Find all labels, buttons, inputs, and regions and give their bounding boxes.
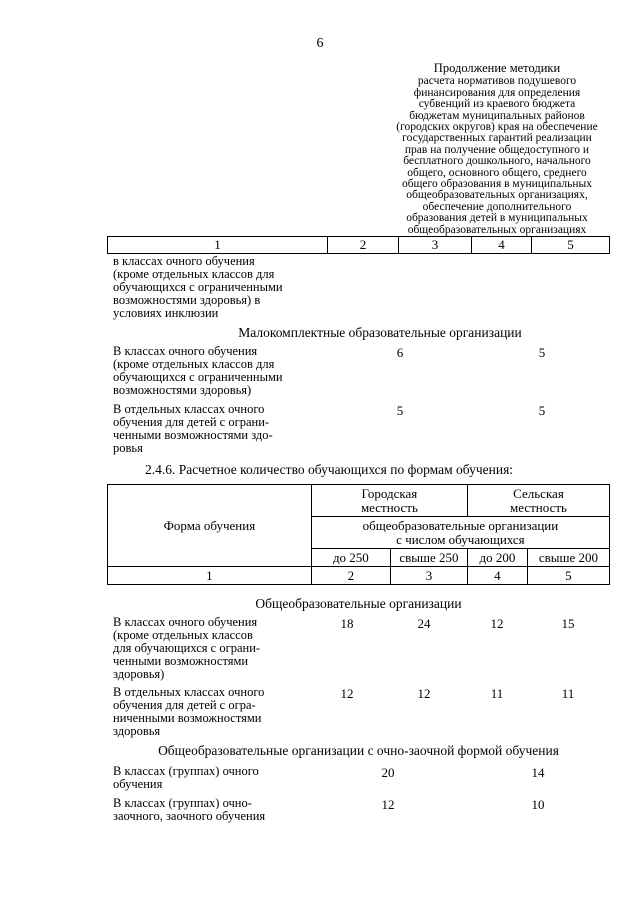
label-line: В классах (группах) очно- bbox=[113, 796, 252, 810]
section-heading-part-time-schools: Общеобразовательные организации с очно-заочной формой обучения bbox=[158, 743, 559, 758]
header-line: обеспечение дополнительного bbox=[422, 200, 572, 213]
urban-header-line: Городская bbox=[361, 485, 418, 501]
label-line: В отдельных классах очного bbox=[113, 685, 265, 699]
label-line: ченными возможностями bbox=[113, 654, 249, 668]
sub-header: до 200 bbox=[467, 549, 527, 567]
label-line: для обучающихся с ограни- bbox=[113, 641, 261, 655]
col-number: 5 bbox=[532, 237, 610, 254]
table2-value: 12 bbox=[490, 616, 504, 631]
col-number: 5 bbox=[527, 567, 609, 585]
col-number: 2 bbox=[311, 567, 390, 585]
label-line: здоровья) bbox=[113, 667, 165, 681]
orgs-header-line: с числом обучающихся bbox=[396, 531, 525, 547]
table2-value: 24 bbox=[417, 616, 431, 631]
table2-urban-value: 20 bbox=[381, 765, 395, 780]
table2-row-label bbox=[113, 686, 313, 738]
rural-header-line: местность bbox=[510, 499, 567, 515]
label-line: (кроме отдельных классов bbox=[113, 628, 253, 642]
label-line: обучающихся с ограниченными bbox=[113, 370, 283, 384]
table1-continued-row-label bbox=[113, 255, 328, 320]
label-line: В классах очного обучения bbox=[113, 344, 258, 358]
document-header bbox=[378, 63, 616, 236]
sub-header: до 250 bbox=[311, 549, 390, 567]
col-number: 1 bbox=[108, 237, 328, 254]
table2-header bbox=[107, 484, 610, 585]
table2-value: 15 bbox=[561, 616, 575, 631]
table1-number-row bbox=[107, 236, 610, 254]
sub-header: свыше 250 bbox=[390, 549, 467, 567]
page-number: 6 bbox=[316, 36, 324, 51]
section-heading-general-schools: Общеобразовательные организации bbox=[255, 596, 462, 611]
header-line: расчета нормативов подушевого bbox=[417, 75, 577, 88]
orgs-header bbox=[311, 517, 609, 549]
header-line: государственных гарантий реализации bbox=[402, 132, 592, 145]
label-line: обучающихся с ограниченными bbox=[113, 280, 283, 294]
urban-header-line: местность bbox=[360, 499, 418, 515]
table2-row-label bbox=[113, 797, 313, 823]
urban-header bbox=[311, 485, 467, 517]
label-line: В классах очного обучения bbox=[113, 615, 258, 629]
label-line: обучения для детей с огра- bbox=[113, 698, 256, 712]
header-line: образования детей в муниципальных bbox=[406, 212, 588, 225]
clause-2-4-6: 2.4.6. Расчетное количество обучающихся по формам обучения: bbox=[145, 462, 514, 477]
label-line: В отдельных классах очного bbox=[113, 402, 265, 416]
table1-row-label bbox=[113, 403, 328, 455]
orgs-header-line: общеобразовательные организации bbox=[362, 517, 559, 533]
label-line: заочного, заочного обучения bbox=[113, 809, 266, 823]
label-line: ровья bbox=[113, 441, 143, 455]
sub-header: свыше 200 bbox=[527, 549, 609, 567]
header-line: бюджетам муниципальных районов bbox=[409, 109, 585, 122]
col-number: 4 bbox=[472, 237, 532, 254]
header-line: общего образования в муниципальных bbox=[401, 178, 593, 191]
label-line: (кроме отдельных классов для bbox=[113, 267, 275, 281]
table2-rural-value: 10 bbox=[531, 797, 545, 812]
header-line: прав на получение общедоступного и bbox=[404, 143, 590, 156]
header-line: общего, основного общего, среднего bbox=[407, 166, 587, 179]
header-line: субвенций из краевого бюджета bbox=[418, 98, 576, 111]
label-line: возможностями здоровья) в bbox=[113, 293, 261, 307]
header-line: бесплатного дошкольного, начального bbox=[403, 155, 591, 168]
label-line: обучения bbox=[113, 777, 163, 791]
table1-row-label bbox=[113, 345, 328, 397]
rural-header-line: Сельская bbox=[513, 485, 564, 501]
rural-header bbox=[467, 485, 609, 517]
label-line: условиях инклюзии bbox=[113, 306, 219, 320]
label-line: обучения для детей с ограни- bbox=[113, 415, 270, 429]
col-number: 1 bbox=[108, 567, 312, 585]
table1-rural-value: 5 bbox=[538, 403, 546, 418]
table1-urban-value: 6 bbox=[396, 345, 404, 360]
label-line: возможностями здоровья) bbox=[113, 383, 252, 397]
header-line: общеобразовательных организациях, bbox=[406, 189, 588, 202]
col-number: 3 bbox=[390, 567, 467, 585]
header-line: финансирования для определения bbox=[413, 86, 581, 99]
label-line: здоровья bbox=[113, 724, 161, 738]
label-line: в классах очного обучения bbox=[113, 254, 255, 268]
header-line: общеобразовательных организациях bbox=[407, 223, 587, 236]
table2-value: 12 bbox=[417, 686, 431, 701]
table2-row-label bbox=[113, 765, 313, 791]
table2-value: 12 bbox=[340, 686, 354, 701]
table1-urban-value: 5 bbox=[396, 403, 404, 418]
section-heading-small-schools: Малокомплектные образовательные организации bbox=[238, 325, 522, 340]
label-line: ченными возможностями здо- bbox=[113, 428, 273, 442]
header-line: (городских округов) края на обеспечение bbox=[396, 121, 598, 134]
table2-row-label bbox=[113, 616, 313, 681]
table2-value: 18 bbox=[340, 616, 354, 631]
table2-value: 11 bbox=[490, 686, 504, 701]
table1-rural-value: 5 bbox=[538, 345, 546, 360]
label-line: В классах (группах) очного bbox=[113, 764, 259, 778]
col-number: 3 bbox=[399, 237, 472, 254]
form-column-header: Форма обучения bbox=[108, 485, 312, 567]
table2-value: 11 bbox=[561, 686, 575, 701]
header-line: Продолжение методики bbox=[433, 61, 561, 75]
col-number: 2 bbox=[328, 237, 399, 254]
table2-urban-value: 12 bbox=[381, 797, 395, 812]
label-line: ниченными возможностями bbox=[113, 711, 262, 725]
col-number: 4 bbox=[467, 567, 527, 585]
table2-rural-value: 14 bbox=[531, 765, 545, 780]
label-line: (кроме отдельных классов для bbox=[113, 357, 275, 371]
